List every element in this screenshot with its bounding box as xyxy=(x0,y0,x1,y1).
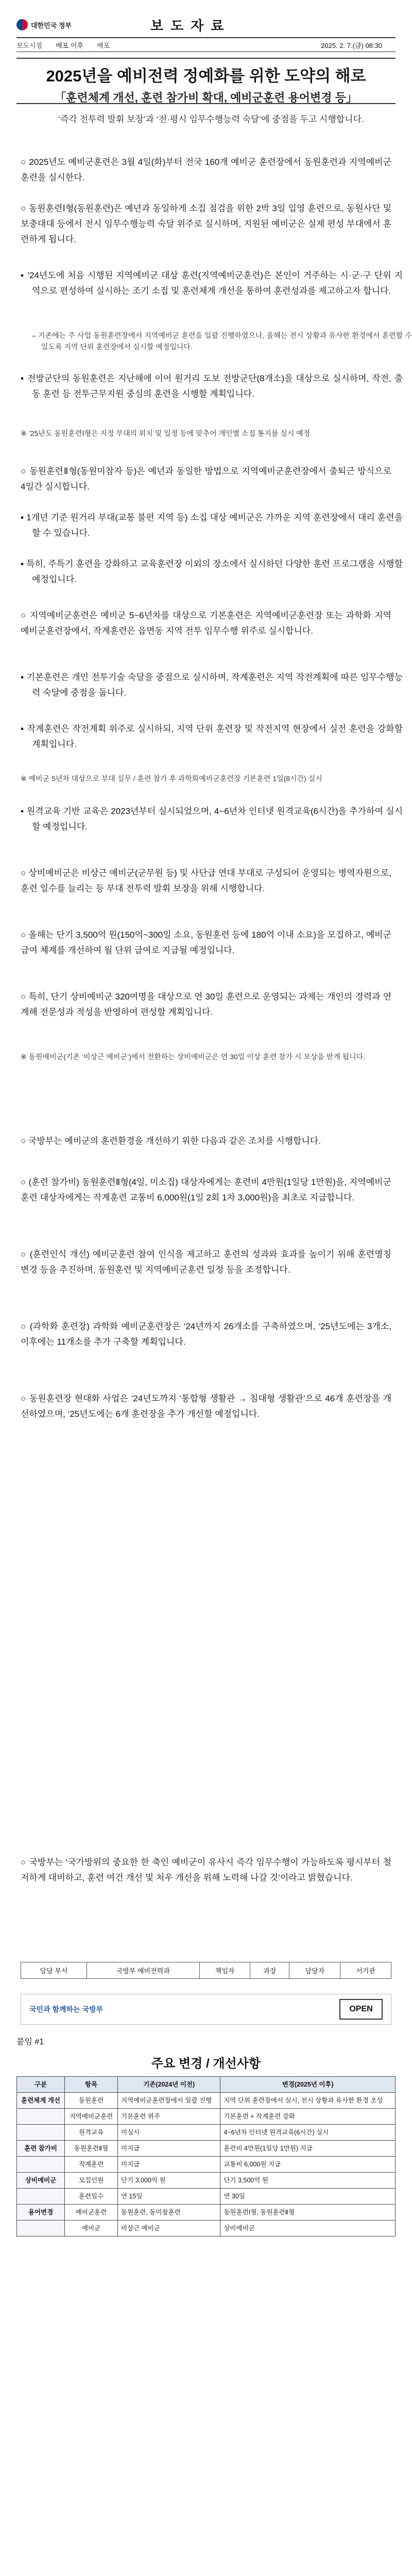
column-header: 기존(2024년 이전) xyxy=(118,2077,220,2093)
table-row xyxy=(21,1962,391,1979)
paragraph: ○ 동원훈련Ⅱ형(동원미참자 등)은 예년과 동일한 방법으로 지역예비군훈련장에서 출퇴근 방식으로 4일간 실시합니다. xyxy=(21,466,391,492)
paragraph: ▪ 작계훈련은 작전계획 위주로 실시하되, 지역 단위 훈련장 및 작전지역 현장에서 실전 훈련을 강화할 계획입니다. xyxy=(21,724,403,749)
table-row xyxy=(17,2205,396,2221)
after-cell: 단기 3,500억 원 xyxy=(220,2173,396,2189)
attachment-label: 붙임 #1 xyxy=(16,2038,44,2046)
press-release-title: 보도자료 xyxy=(150,18,231,33)
category-cell xyxy=(17,2125,65,2141)
item-cell: 훈련일수 xyxy=(65,2189,118,2205)
header xyxy=(16,14,396,50)
meta-key: 보도시점 xyxy=(16,41,43,49)
open-badge: OPEN xyxy=(339,1999,383,2020)
paragraph: ○ (훈련 참가비) 동원훈련Ⅱ형(4일, 미소집) 대상자에게는 훈련비 4만원(1일당 1만원)을, 지역예비군훈련 대상자에게는 작계훈련 교통비 6,000원(1일 2회 1차 3,000원)을 최초로 지급합니다. xyxy=(21,1177,391,1202)
paragraph: ▪ 특히, 주특기 훈련을 강화하고 교육훈련장 이외의 장소에서 실시하던 다양한 훈련 프로그램을 시행할 예정입니다. xyxy=(21,559,403,584)
before-cell: 미실시 xyxy=(118,2125,220,2141)
item-cell: 모집인원 xyxy=(65,2173,118,2189)
before-cell: 기본훈련 위주 xyxy=(118,2109,220,2125)
table-row xyxy=(17,2093,396,2109)
logo-text: 대한민국 정부 xyxy=(31,21,72,29)
table-row xyxy=(17,2125,396,2141)
before-cell: 연 15일 xyxy=(118,2189,220,2205)
table-header-row xyxy=(17,2077,396,2093)
paragraph: ○ 상비예비군은 비상근 예비군(군무원 등) 및 사단급 연대 부대로 구성되어 운영되는 병역자원으로, 훈련 일수를 늘리는 등 부대 전투력 발휘 보장을 위해 시행합니다. xyxy=(21,868,391,893)
after-cell: 지역 단위 훈련장에서 실시, 전시 상황과 유사한 환경 조성 xyxy=(220,2093,396,2109)
table-cell: 담당자 xyxy=(289,1962,340,1979)
banner-text: 국민과 함께하는 국방부 xyxy=(29,2005,104,2013)
column-header: 항목 xyxy=(65,2077,118,2093)
item-cell: 예비군훈련 xyxy=(65,2205,118,2221)
paragraph: ○ 국방부는 예비군의 훈련환경을 개선하기 위한 다음과 같은 조치를 시행합니다. xyxy=(21,1136,321,1146)
after-cell: 연 30일 xyxy=(220,2189,396,2205)
after-cell: 교통비 6,000원 지급 xyxy=(220,2157,396,2173)
category-cell xyxy=(17,2189,65,2205)
item-cell: 작계훈련 xyxy=(65,2157,118,2173)
paragraph-note: ※ ’25년도 동원훈련Ⅰ형은 지정 부대의 위치 및 일정 등에 맞추어 개인별 소집 통지를 실시 예정 xyxy=(21,429,311,437)
paragraph-note: ※ 예비군 5년차 대상으로 부대 실무 / 훈련 참가 후 과학화예비군훈련장 기본훈련 1일(8시간) 실시 xyxy=(21,774,322,783)
paragraph: ▪ ’24년도에 처음 시행된 지역예비군 대상 훈련(지역예비군훈련)은 본인이 거주하는 시·군·구 단위 지역으로 편성하여 실시하는 조기 소집 및 훈련체계 개선을 통하여 훈련성과를 제고하고자 합니다. xyxy=(21,270,403,296)
before-cell: 미지급 xyxy=(118,2157,220,2173)
column-header: 구분 xyxy=(17,2077,65,2093)
category-cell xyxy=(17,2157,65,2173)
item-cell: 예비군 xyxy=(65,2221,118,2236)
headline: 2025년을 예비전력 정예화를 위한 도약의 해로 xyxy=(46,67,366,85)
contact-table xyxy=(21,1962,391,1979)
item-cell: 지역예비군훈련 xyxy=(65,2109,118,2125)
item-cell: 원격교육 xyxy=(65,2125,118,2141)
subheadline: 「훈련체계 개선, 훈련 참가비 확대, 예비군훈련 용어변경 등」 xyxy=(55,91,357,104)
paragraph: ▪ 전방군단의 동원훈련은 지난해에 이어 원거리 도보 전방군단(8개소)을 대상으로 실시하며, 작전, 출동 훈련 등 전투근무지원 중심의 훈련을 시행할 계획입니다. xyxy=(21,374,403,399)
before-cell: 동원훈련, 동미참훈련 xyxy=(118,2205,220,2221)
paragraph: ○ 지역예비군훈련은 예비군 5~6년차를 대상으로 기본훈련은 지역예비군훈련장 또는 과학화 지역예비군훈련장에서, 작계훈련은 읍면동 지역 전투 임무수행 위주로 실시합니다. xyxy=(21,611,391,636)
paragraph: ○ (과학화 훈련장) 과학화 예비군훈련장은 ‘24년까지 26개소를 구축하였으며, ‘25년도에는 3개소, 이후에는 11개소를 추가 구축할 계획입니다. xyxy=(21,1321,391,1347)
before-cell: 지역예비군훈련장에서 일괄 진행 xyxy=(118,2093,220,2109)
release-meta xyxy=(16,37,396,52)
after-cell: 기본훈련 + 작계훈련 강화 xyxy=(220,2109,396,2125)
table-cell: 담당 부서 xyxy=(21,1962,87,1979)
paragraph: ▪ 기본훈련은 개인 전투기술 숙달을 중점으로 실시하며, 작계훈련은 지역 작전계획에 따른 임무수행능력 숙달에 중점을 둡니다. xyxy=(21,672,403,698)
table-cell: 서기관 xyxy=(340,1962,391,1979)
meta-key: 배포 xyxy=(97,41,110,49)
paragraph: ○ 동원훈련장 현대화 사업은 ‘24년도까지 ‘통합형 생활관 → 침대형 생활관’으로 46개 훈련장을 개선하였으며, ‘25년도에는 6개 훈련장을 추가 개선할 예정입니다. xyxy=(21,1394,391,1419)
table-cell: 과장 xyxy=(250,1962,289,1979)
table-cell: 책임자 xyxy=(199,1962,250,1979)
paragraph: ○ 동원훈련Ⅰ형(동원훈련)은 예년과 동일하게 소집 점검을 위한 2박 3일 입영 훈련으로, 동원사단 및 보충대대 등에서 전시 임무수행능력 숙달 위주로 실시하며, 지원된 예비군은 실제 편성 부대에서 훈련하게 됩니다. xyxy=(21,204,391,244)
after-cell: 훈련비 4만원(1일당 1만원) 지급 xyxy=(220,2141,396,2157)
headline-box xyxy=(16,58,396,104)
paragraph-note: ※ 동원예비군(기존 ‘비상근 예비군’)에서 전환하는 상비예비군은 연 30일 이상 훈련 참가 시 보상을 받게 됩니다. xyxy=(21,1053,366,1061)
item-cell: 동원훈련Ⅱ형 xyxy=(65,2141,118,2157)
paragraph: ▪ 원격교육 기반 교육은 2023년부터 실시되었으며, 4~6년차 인터넷 원격교육(6시간)을 추가하여 실시할 예정입니다. xyxy=(21,806,403,832)
paragraph: ▪ 1개년 기준 원거리 부대(교통 불편 지역 등) 소집 대상 예비군은 가까운 지역 훈련장에서 대리 훈련을 할 수 있습니다. xyxy=(21,513,403,538)
paragraph: ○ (훈련인식 개선) 예비군훈련 참여 인식을 제고하고 훈련의 성과와 효과를 높이기 위해 훈련명칭 변경 등을 추진하며, 동원훈련 및 지역예비군훈련 일정 등을 조정합니다. xyxy=(21,1249,391,1275)
table-row xyxy=(17,2141,396,2157)
before-cell: 미지급 xyxy=(118,2141,220,2157)
paragraph: ○ 올해는 단기 3,500억 원(150억~300일 소요, 동원훈련 등에 180억 이내 소요)을 모집하고, 예비군 급여 체계를 개선하여 월 단위 급여로 지급될 예정입니다. xyxy=(21,930,391,955)
table-row xyxy=(17,2189,396,2205)
paragraph-note: – 기존에는 주 사업 동원훈련장에서 지역예비군 훈련을 일괄 진행하였으나, 올해는 전시 상황과 유사한 환경에서 훈련할 수 있도록 지역 단위 훈련장에서 실시할 예정입니다. xyxy=(32,331,412,351)
logo xyxy=(16,14,73,35)
category-cell: 상비예비군 xyxy=(17,2173,65,2189)
lead: ‘즉각 전투력 발휘 보장’과 ‘전·평시 임무수행능력 숙달’에 중점을 두고 시행합니다. xyxy=(58,114,364,124)
attachment-title: 주요 변경 / 개선사항 xyxy=(151,2057,261,2071)
category-cell xyxy=(17,2221,65,2236)
table-row xyxy=(17,2109,396,2125)
category-cell: 훈련체계 개선 xyxy=(17,2093,65,2109)
category-cell: 훈련 참가비 xyxy=(17,2141,65,2157)
meta-date: 2025. 2. 7.(금) 08:30 xyxy=(321,41,382,49)
after-cell: 동원훈련Ⅰ형, 동원훈련Ⅱ형 xyxy=(220,2205,396,2221)
before-cell: 단기 3,000억 원 xyxy=(118,2173,220,2189)
paragraph: ○ 국방부는 ‘국가방위의 중요한 한 축인 예비군이 유사시 즉각 임무수행이 가능하도록 평시부터 철저하게 대비하고, 훈련 여건 개선 및 처우 개선을 위해 노력해 나갈 것’이라고 밝혔습니다. xyxy=(21,1857,391,1883)
item-cell: 동원훈련 xyxy=(65,2093,118,2109)
category-cell: 용어변경 xyxy=(17,2205,65,2221)
column-header: 변경(2025년 이후) xyxy=(220,2077,396,2093)
changes-table xyxy=(16,2076,396,2236)
promo-banner xyxy=(21,1994,391,2025)
table-row xyxy=(17,2157,396,2173)
table-row xyxy=(17,2173,396,2189)
paragraph: ○ 특히, 단기 상비예비군 320여명을 대상으로 연 30일 훈련으로 운영되는 과제는 개인의 경력과 연계해 전문성과 적성을 반영하여 편성할 계획입니다. xyxy=(21,992,391,1017)
paragraph: ○ 2025년도 예비군훈련은 3월 4일(화)부터 전국 160개 예비군 훈련장에서 동원훈련과 지역예비군훈련을 실시한다. xyxy=(21,157,391,182)
category-cell xyxy=(17,2109,65,2125)
table-body xyxy=(17,2093,396,2236)
before-cell: 비상근 예비군 xyxy=(118,2221,220,2236)
table-row xyxy=(17,2221,396,2236)
government-emblem-icon xyxy=(16,19,28,30)
meta-value: 배포 이후 xyxy=(56,41,84,49)
after-cell: 4~6년차 인터넷 원격교육(6시간) 실시 xyxy=(220,2125,396,2141)
table-cell: 국방부 예비전력과 xyxy=(87,1962,199,1979)
after-cell: 상비예비군 xyxy=(220,2221,396,2236)
